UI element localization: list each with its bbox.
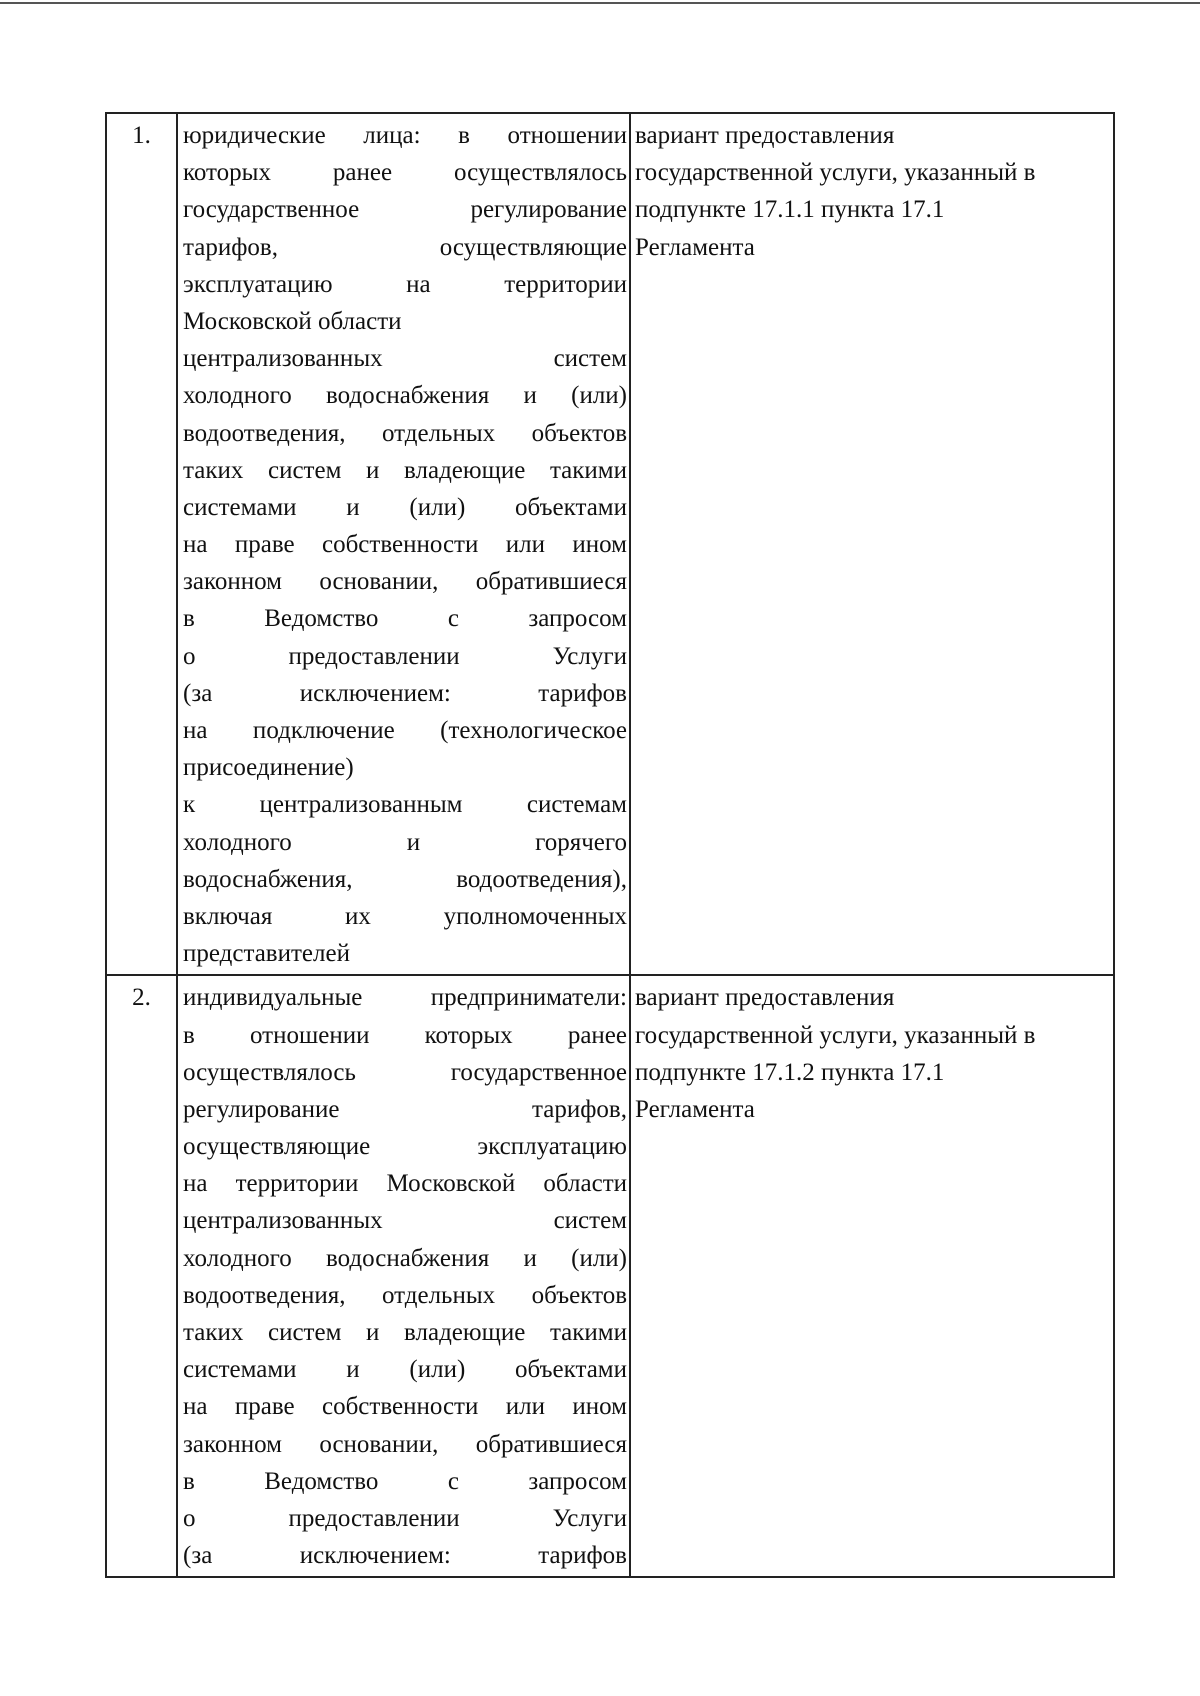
table-body <box>106 113 1114 1577</box>
recipient-text-line: на праве собственности или ином <box>183 1393 627 1421</box>
recipient-text-line: которых ранее осуществлялось <box>183 159 627 187</box>
recipient-text-line: холодного водоснабжения и (или) <box>183 382 627 410</box>
recipient-text-line: эксплуатацию на территории <box>183 270 627 298</box>
variant-text-line: подпункте 17.1.1 пункта 17.1 <box>635 196 945 224</box>
recipient-text-line: в Ведомство с запросом <box>183 605 627 633</box>
recipient-text-line: на подключение (технологическое <box>183 717 627 744</box>
recipient-text-line: таких систем и владеющие такими <box>183 1319 627 1346</box>
recipient-text-line: осуществлялось государственное <box>183 1058 627 1086</box>
recipient-text-line: индивидуальные предприниматели: <box>183 984 627 1012</box>
recipient-text-line: водоотведения, отдельных объектов <box>183 419 627 447</box>
recipient-text-line: в отношении которых ранее <box>183 1021 627 1049</box>
variants-table <box>105 112 1115 1578</box>
recipient-text-line: централизованных систем <box>183 1207 627 1235</box>
variant-text-line: государственной услуги, указанный в <box>635 159 1036 187</box>
variant-text-line: вариант предоставления <box>635 984 895 1012</box>
scan-top-rule <box>0 2 1200 4</box>
recipient-text-line: законном основании, обратившиеся <box>183 1430 627 1458</box>
variant-text-line: вариант предоставления <box>635 122 895 149</box>
recipient-text-line: тарифов, осуществляющие <box>183 233 627 261</box>
recipient-text-line: централизованных систем <box>183 345 627 373</box>
recipient-text-line: на территории Московской области <box>183 1170 627 1198</box>
recipient-text-line: юридические лица: в отношении <box>183 122 627 149</box>
variant-text-line: Регламента <box>635 1095 755 1123</box>
recipient-text-line: осуществляющие эксплуатацию <box>183 1133 627 1161</box>
recipient-text-line: включая их уполномоченных <box>183 902 627 930</box>
variant-text-line: государственной услуги, указанный в <box>635 1021 1036 1049</box>
table-row <box>106 975 1114 1577</box>
recipient-text-line: присоединение) <box>183 754 354 782</box>
recipient-text-line: водоснабжения, водоотведения), <box>183 865 627 893</box>
recipient-text-line: законном основании, обратившиеся <box>183 568 627 596</box>
variant-text-line: подпункте 17.1.2 пункта 17.1 <box>635 1058 945 1086</box>
table-row <box>106 113 1114 975</box>
recipient-text-line: о предоставлении Услуги <box>183 642 627 670</box>
recipient-text-line: государственное регулирование <box>183 196 627 224</box>
recipient-text-line: Московской области <box>183 307 402 335</box>
row-number: 2. <box>106 975 177 1577</box>
recipient-category-cell <box>177 975 630 1577</box>
service-variant-cell <box>630 113 1114 975</box>
recipient-text-line: таких систем и владеющие такими <box>183 456 627 484</box>
recipient-category-cell <box>177 113 630 975</box>
recipient-text-line: холодного водоснабжения и (или) <box>183 1244 627 1272</box>
recipient-text-line: водоотведения, отдельных объектов <box>183 1281 627 1309</box>
recipient-text-line: на праве собственности или ином <box>183 531 627 559</box>
variant-text-line: Регламента <box>635 233 755 261</box>
recipient-text-line: представителей <box>183 940 350 968</box>
recipient-text-line: холодного и горячего <box>183 828 627 856</box>
recipient-text-line: (за исключением: тарифов <box>183 1542 627 1570</box>
recipient-text-line: о предоставлении Услуги <box>183 1504 627 1532</box>
recipient-text-line: в Ведомство с запросом <box>183 1467 627 1495</box>
row-number: 1. <box>106 113 177 975</box>
recipient-text-line: (за исключением: тарифов <box>183 679 627 707</box>
service-variant-cell <box>630 975 1114 1577</box>
recipient-text-line: системами и (или) объектами <box>183 1356 627 1384</box>
recipient-text-line: регулирование тарифов, <box>183 1095 627 1123</box>
recipient-text-line: системами и (или) объектами <box>183 493 627 521</box>
recipient-text-line: к централизованным системам <box>183 791 627 819</box>
